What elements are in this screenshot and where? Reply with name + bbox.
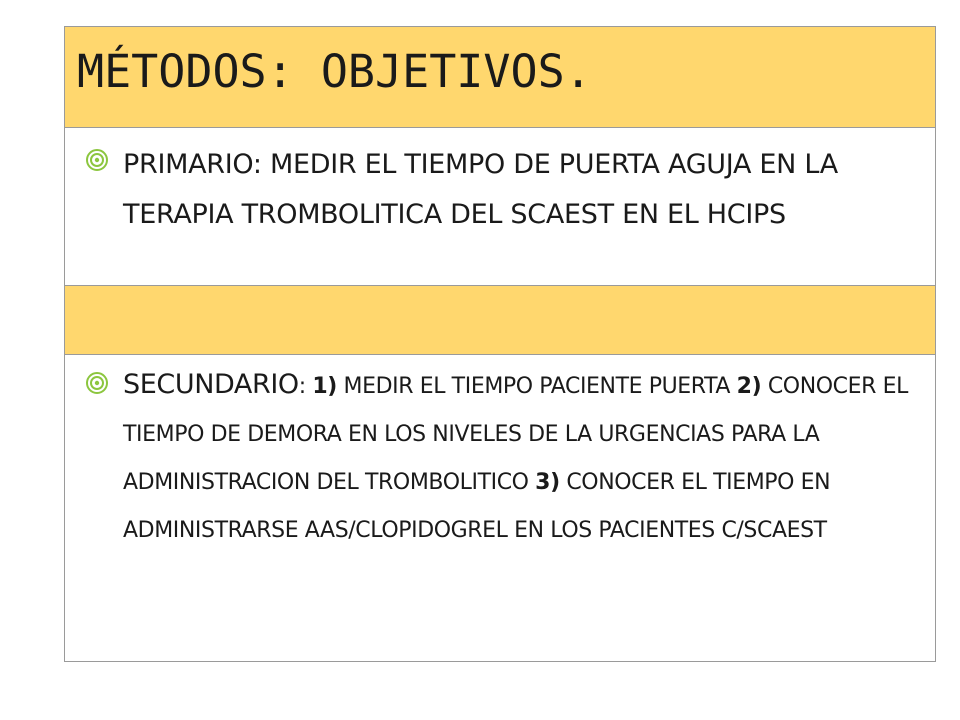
item-number-2: 2): [736, 374, 762, 399]
slide-title: MÉTODOS: OBJETIVOS.: [77, 45, 592, 98]
secondary-colon: :: [298, 374, 313, 399]
item-text-3: CONOCER EL TIEMPO EN ADMINISTRARSE AAS/CLOPIDOGREL EN LOS PACIENTES C/SCAEST: [123, 470, 831, 543]
title-band: [65, 27, 935, 128]
slide: [64, 26, 936, 662]
secondary-label: SECUNDARIO: [123, 369, 299, 400]
secondary-objectives: [65, 355, 935, 661]
primary-objective: [65, 128, 935, 285]
target-circle-icon: [85, 148, 109, 172]
divider-band: [65, 285, 935, 355]
item-text-1: MEDIR EL TIEMPO PACIENTE PUERTA: [336, 374, 737, 399]
item-text-2: CONOCER EL TIEMPO DE DEMORA EN LOS NIVELES DE LA URGENCIAS PARA LA ADMINISTRACION DEL TROMBOLITICO: [123, 374, 908, 495]
item-number-1: 1): [312, 374, 337, 399]
target-circle-icon: [85, 371, 109, 395]
secondary-objectives-text: [123, 361, 925, 555]
primary-objective-text: PRIMARIO: MEDIR EL TIEMPO DE PUERTA AGUJA EN LA TERAPIA TROMBOLITICA DEL SCAEST EN EL HCIPS: [123, 149, 838, 230]
item-number-3: 3): [535, 470, 560, 495]
